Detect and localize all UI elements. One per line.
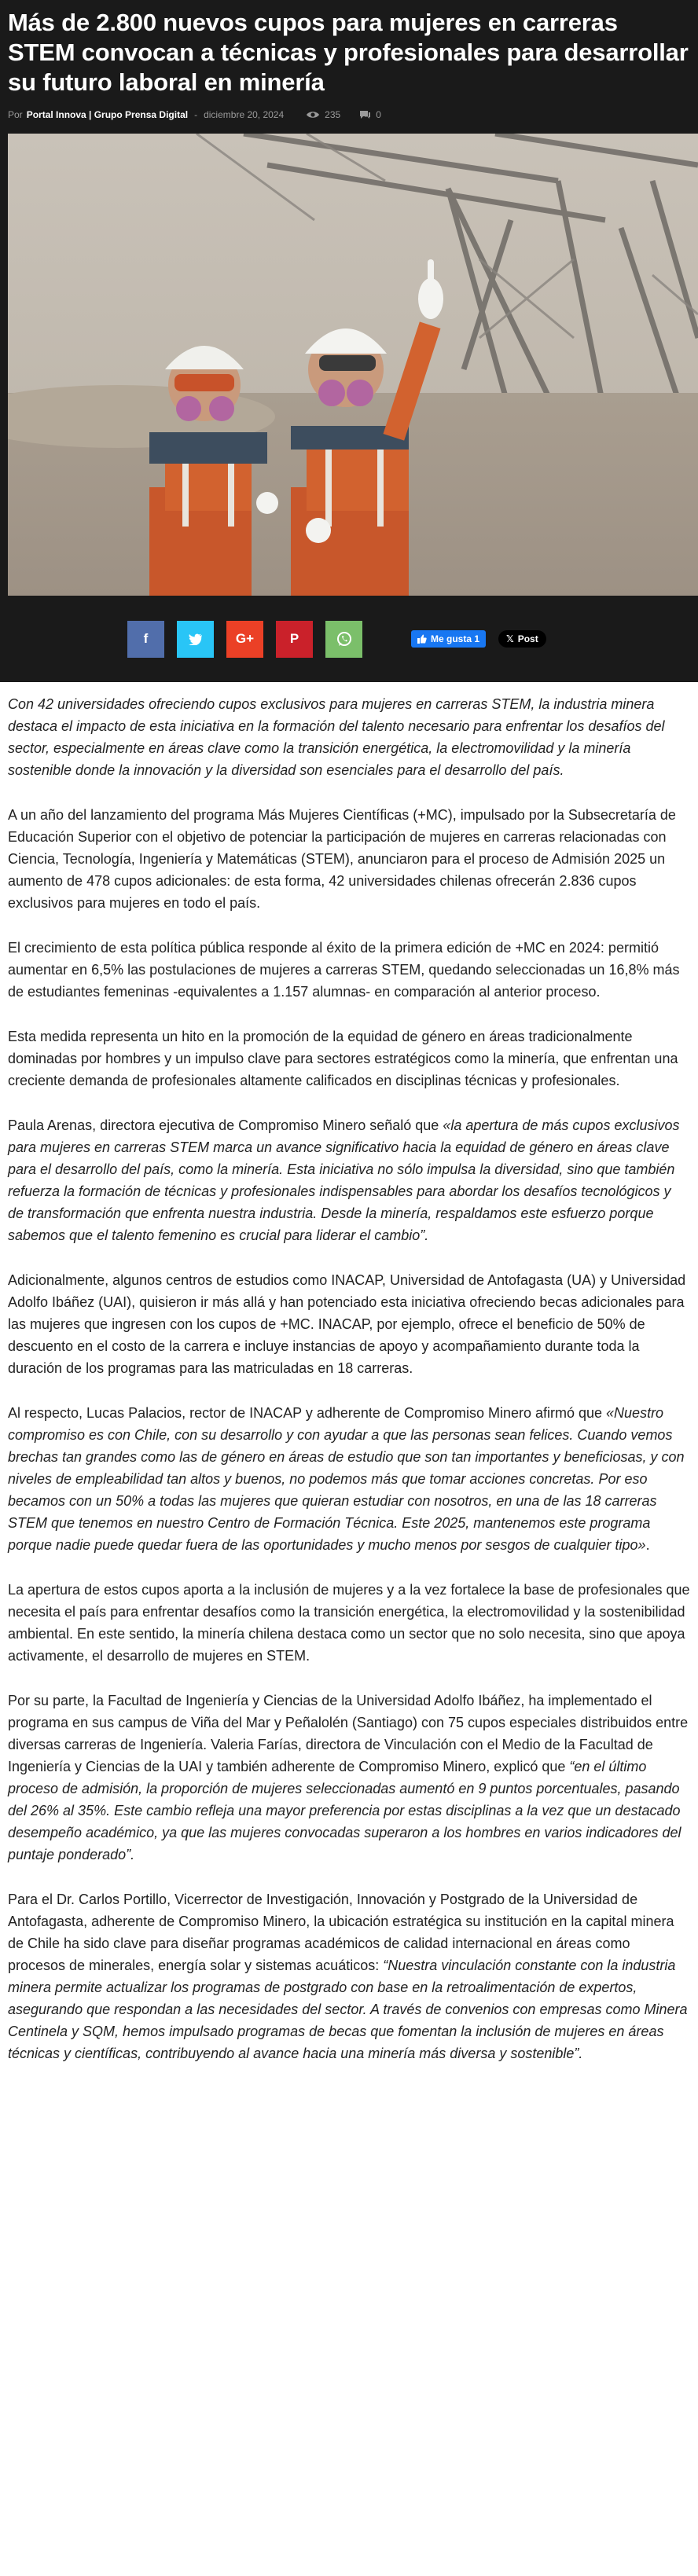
article-body bbox=[0, 682, 698, 2064]
paragraph-quote-palacios bbox=[8, 1402, 690, 1556]
paragraph-intro: Al respecto, Lucas Palacios, rector de INACAP y adherente de Compromiso Minero afirmó que bbox=[8, 1405, 607, 1421]
paragraph: A un año del lanzamiento del programa Más Mujeres Científicas (+MC), impulsado por la Subsecretaría de Educación Superior con el objetivo de potenciar la participación de mujeres en carreras relacionadas con Ciencia, Tecnología, Ingeniería y Matemáticas (STEM), anunciaron para el proceso de Admisión 2025 un aumento de 478 cupos adicionales: de esta forma, 42 universidades chilenas ofrecerán 2.836 cupos exclusivos para mujeres en todo el país. bbox=[8, 807, 676, 911]
views-count bbox=[306, 109, 340, 120]
featured-image bbox=[8, 134, 698, 596]
whatsapp-share-button[interactable] bbox=[325, 621, 362, 658]
share-bar bbox=[0, 596, 698, 682]
twitter-share-button[interactable] bbox=[177, 621, 214, 658]
paragraph: Esta medida representa un hito en la promoción de la equidad de género en áreas tradicionalmente dominadas por hombres y un impulso clave para sectores estratégicos como la minería, que enfrentan una creciente demanda de profesionales altamente calificados en disciplinas técnicas y profesionales. bbox=[8, 1029, 678, 1088]
pinterest-icon: P bbox=[289, 631, 299, 646]
views-number: 235 bbox=[325, 109, 341, 120]
whatsapp-icon bbox=[336, 631, 352, 647]
x-post-button[interactable] bbox=[498, 630, 546, 648]
comment-icon bbox=[359, 110, 371, 119]
comments-count[interactable] bbox=[359, 109, 381, 120]
quote-text: “en el último proceso de admisión, la proporción de mujeres seleccionadas aumentó en 9 puntos porcentuales, pasando del 26% al 35%. Este cambio refleja una mayor preferencia por estas disciplinas a la vez que un destacado desempeño académico, ya que las mujeres convocadas superaron a los hombres en varios indicadores del puntaje ponderado”. bbox=[8, 1759, 681, 1862]
twitter-icon bbox=[189, 633, 203, 645]
paragraph-quote-farias bbox=[8, 1690, 690, 1866]
meta-by: Por bbox=[8, 109, 23, 120]
paragraph-quote-portillo bbox=[8, 1888, 690, 2064]
article-lead: Con 42 universidades ofreciendo cupos exclusivos para mujeres en carreras STEM, la industria minera destaca el impacto de esta iniciativa en la formación del talento necesario para enfrentar los desafíos del sector, especialmente en áreas clave como la transición energética, la electromovilidad y la minería sostenible donde la innovación y la diversidad son esenciales para el desarrollo del país. bbox=[8, 696, 665, 778]
paragraph: Adicionalmente, algunos centros de estudios como INACAP, Universidad de Antofagasta (UA) y Universidad Adolfo Ibáñez (UAI), quisieron ir más allá y han potenciado esta iniciativa ofreciendo becas adicionales para las mujeres que ingresen con los cupos de +MC. INACAP, por ejemplo, ofrece el beneficio de 50% de descuento en el costo de la carrera e incluye instancias de apoyo y acompañamiento durante toda la duración de los programas para las matriculadas en 18 carreras. bbox=[8, 1272, 686, 1376]
x-logo-icon: 𝕏 bbox=[506, 633, 514, 644]
thumbs-up-icon bbox=[417, 634, 427, 644]
paragraph-end: . bbox=[645, 1537, 650, 1553]
googleplus-share-button[interactable] bbox=[226, 621, 263, 658]
paragraph: El crecimiento de esta política pública responde al éxito de la primera edición de +MC en 2024: permitió aumentar en 6,5% las postulaciones de mujeres a carreras STEM, quedando seleccionadas un 16,8% más de estudiantes femeninas -equivalentes a 1.157 alumnas- en comparación al anterior proceso. bbox=[8, 940, 680, 1000]
paragraph: La apertura de estos cupos aporta a la inclusión de mujeres y a la vez fortalece la base de profesionales que necesita el país para enfrentar desafíos como la transición energética, la electromovilidad y la sostenibilidad ambiental. En este sentido, la minería chilena destaca como un sector que no solo necesita, sino que apoya activamente, el desarrollo de mujeres en STEM. bbox=[8, 1582, 690, 1664]
post-label: Post bbox=[517, 633, 538, 644]
article-title: Más de 2.800 nuevos cupos para mujeres en carreras STEM convocan a técnicas y profesionales para desarrollar su futuro laboral en minería bbox=[8, 9, 689, 96]
article-header bbox=[0, 0, 698, 682]
like-label: Me gusta 1 bbox=[431, 633, 480, 644]
meta-separator: - bbox=[194, 109, 198, 120]
eye-icon bbox=[306, 110, 320, 119]
paragraph-intro: Para el Dr. Carlos Portillo, Vicerrector de Investigación, Innovación y Postgrado de la Universidad de Antofagasta, adherente de Compromiso Minero, la ubicación estratégica su institución en la capital minera de Chile ha sido clave para diseñar programas académicos de calidad internacional en áreas como procesos de minerales, energía solar y sistemas acuáticos: bbox=[8, 1892, 674, 1973]
quote-text: «la apertura de más cupos exclusivos para mujeres en carreras STEM marca un avance significativo hacia la equidad de género en áreas clave para el desarrollo del país, como la minería. Esta iniciativa no sólo impulsa la diversidad, sino que también refuerza la formación de técnicas y profesionales indispensables para abordar los desafíos tecnológicos y de transformación que enfrenta nuestra industria. Desde la minería, respaldamos este esfuerzo porque sabemos que el talento femenino es crucial para liderar el cambio”. bbox=[8, 1117, 680, 1243]
quote-text: “Nuestra vinculación constante con la industria minera permite actualizar los programas de postgrado con base en la retroalimentación de expertos, asegurando que respondan a las necesidades del sector. A través de convenios con empresas como Minera Centinela y SQM, hemos impulsado programas de becas que fomentan la inclusión de mujeres en áreas técnicas y científicas, contribuyendo al avance hacia una minería más diversa y sostenible”. bbox=[8, 1958, 688, 2061]
comments-number: 0 bbox=[376, 109, 381, 120]
paragraph-quote-arenas bbox=[8, 1114, 690, 1246]
facebook-share-button[interactable] bbox=[127, 621, 164, 658]
quote-text: «Nuestro compromiso es con Chile, con su desarrollo y con ayudar a que las personas sean felices. Cuando vemos brechas tan grandes como las de género en áreas de estudio que son tan importantes y beneficiosas, y con niveles de empleabilidad tan altos y buenos, no podemos más que tomar acciones concretas. Por eso becamos con un 50% a todas las mujeres que quieran estudiar con nosotros, en una de las 18 carreras STEM que tenemos en nuestro Centro de Formación Técnica. Este 2025, mantenemos este programa porque nadie puede quedar fuera de las oportunidades y mucho menos por sesgos de cualquier tipo» bbox=[8, 1405, 685, 1553]
paragraph-intro: Por su parte, la Facultad de Ingeniería y Ciencias de la Universidad Adolfo Ibáñez, ha implementado el programa en sus campus de Viña del Mar y Peñalolén (Santiago) con 75 cupos especiales distribuidos entre diversas carreras de Ingeniería. Valeria Farías, directora de Vinculación con el Medio de la Facultad de Ingeniería y Ciencias de la UAI y también adherente de Compromiso Minero, explicó que bbox=[8, 1693, 689, 1774]
googleplus-icon: G+ bbox=[235, 631, 255, 646]
article-meta bbox=[0, 105, 698, 124]
publish-date: diciembre 20, 2024 bbox=[204, 109, 285, 120]
facebook-like-button[interactable] bbox=[411, 630, 486, 648]
facebook-icon: f bbox=[143, 631, 149, 646]
pinterest-share-button[interactable] bbox=[276, 621, 313, 658]
author-link[interactable]: Portal Innova | Grupo Prensa Digital bbox=[26, 109, 189, 120]
paragraph-intro: Paula Arenas, directora ejecutiva de Compromiso Minero señaló que bbox=[8, 1117, 443, 1133]
